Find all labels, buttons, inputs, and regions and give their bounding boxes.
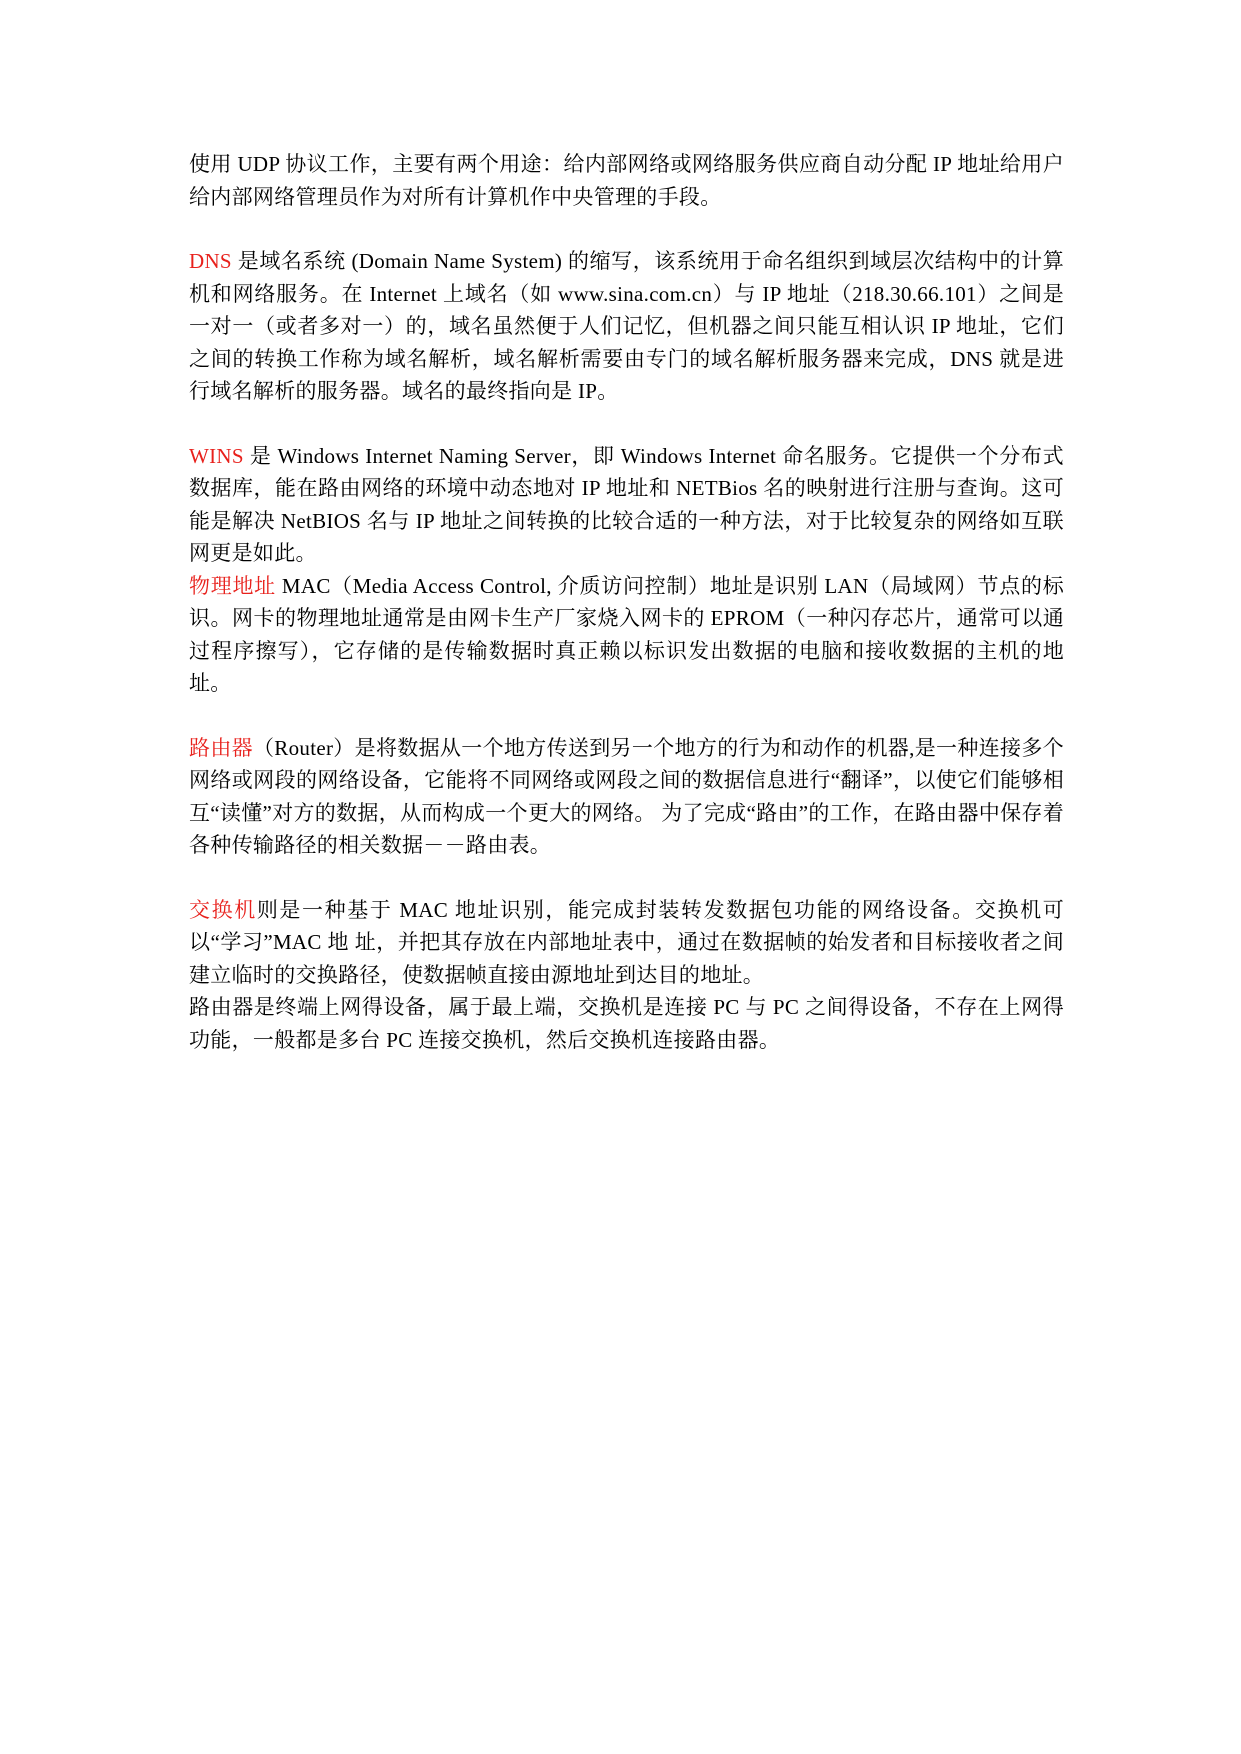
paragraph-dhcp	[189, 148, 1064, 213]
term-dns: DNS	[189, 249, 232, 273]
paragraph-router	[189, 732, 1064, 862]
paragraph-mac-text: MAC（Media Access Control, 介质访问控制）地址是识别 LAN（局域网）节点的标识。网卡的物理地址通常是由网卡生产厂家烧入网卡的 EPROM（一种闪存芯片，通常可以通过程序擦写），它存储的是传输数据时真正赖以标识发出数据的电脑和接收数据的主机的地址。	[189, 573, 1065, 695]
paragraph-comparison-text: 路由器是终端上网得设备，属于最上端，交换机是连接 PC 与 PC 之间得设备，不存在上网得功能，一般都是多台 PC 连接交换机，然后交换机连接路由器。	[189, 995, 1064, 1052]
paragraph-mac	[189, 570, 1064, 700]
paragraph-dhcp-text: 使用 UDP 协议工作，主要有两个用途：给内部网络或网络服务供应商自动分配 IP 地址给用户给内部网络管理员作为对所有计算机作中央管理的手段。	[189, 152, 1064, 209]
paragraph-router-text: （Router）是将数据从一个地方传送到另一个地方的行为和动作的机器,是一种连接多个网络或网段的网络设备，它能将不同网络或网段之间的数据信息进行“翻译”，以使它们能够相互“读懂”对方的数据，从而构成一个更大的网络。 为了完成“路由”的工作，在路由器中保存着各种传输路径的相关数据－－路由表。	[189, 735, 1064, 857]
document-body	[189, 148, 1064, 1056]
paragraph-wins	[189, 440, 1064, 570]
term-physical-address: 物理地址	[189, 573, 276, 598]
paragraph-dns-text: 是域名系统 (Domain Name System) 的缩写，该系统用于命名组织到域层次结构中的计算机和网络服务。在 Internet 上域名（如 www.sina.com.cn）与 IP 地址（218.30.66.101）之间是一对一（或者多对一）的，域名虽然便于人们记忆，但机器之间只能互相认识 IP 地址，它们之间的转换工作称为域名解析，域名解析需要由专门的域名解析服务器来完成，DNS 就是进行域名解析的服务器。域名的最终指向是 IP。	[189, 249, 1064, 403]
paragraph-dns	[189, 245, 1064, 408]
term-switch: 交换机	[189, 897, 257, 922]
paragraph-switch	[189, 894, 1064, 992]
term-router: 路由器	[189, 735, 253, 760]
paragraph-comparison	[189, 991, 1064, 1056]
paragraph-switch-text: 则是一种基于 MAC 地址识别，能完成封装转发数据包功能的网络设备。交换机可以“学习”MAC 地 址，并把其存放在内部地址表中，通过在数据帧的始发者和目标接收者之间建立临时的交换路径，使数据帧直接由源地址到达目的地址。	[189, 897, 1064, 987]
paragraph-wins-text: 是 Windows Internet Naming Server，即 Windows Internet 命名服务。它提供一个分布式数据库，能在路由网络的环境中动态地对 IP 地址和 NETBios 名的映射进行注册与查询。这可能是解决 NetBIOS 名与 IP 地址之间转换的比较合适的一种方法，对于比较复杂的网络如互联网更是如此。	[189, 443, 1064, 565]
term-wins: WINS	[189, 443, 244, 468]
